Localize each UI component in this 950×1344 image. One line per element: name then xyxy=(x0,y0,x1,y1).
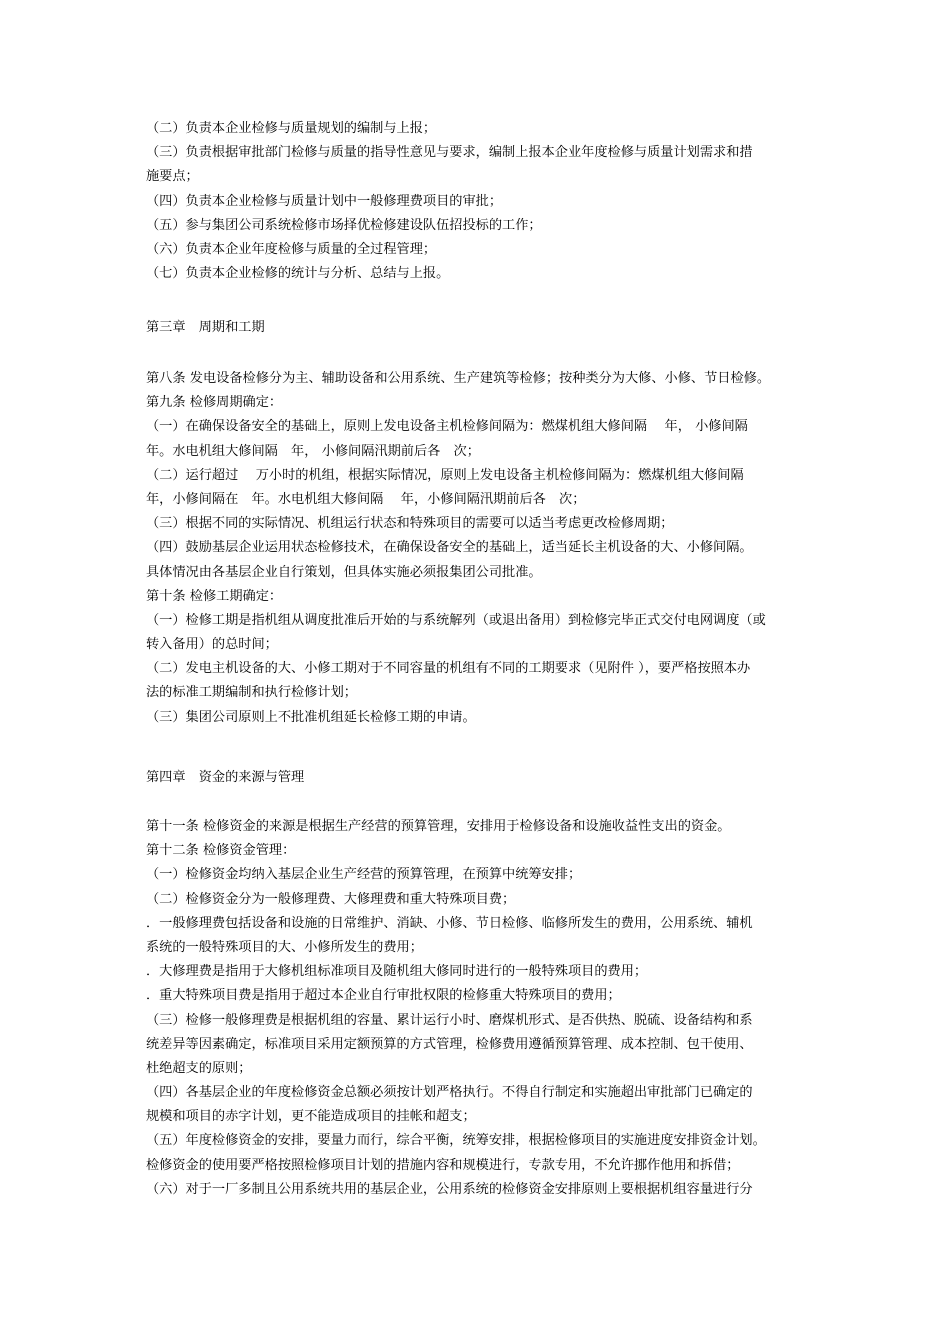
text-line: （四）各基层企业的年度检修资金总额必须按计划严格执行。不得自行制定和实施超出审批部门已确定的 xyxy=(146,1085,753,1101)
text-line: 法的标准工期编制和执行检修计划； xyxy=(146,685,357,701)
text-line: （七）负责本企业检修的统计与分析、总结与上报。 xyxy=(146,266,450,282)
section-responsibilities xyxy=(146,117,826,286)
text-line: 具体情况由各基层企业自行策划，但具体实施必须报集团公司批准。 xyxy=(146,564,542,580)
text-line: 第八条 发电设备检修分为主、辅助设备和公用系统、生产建筑等检修；按种类分为大修、小修、节日检修。 xyxy=(146,371,771,386)
text-line: ．大修理费是指用于大修机组标准项目及随机组大修同时进行的一般特殊项目的费用； xyxy=(146,964,648,980)
text-line: （二）负责本企业检修与质量规划的编制与上报； xyxy=(146,121,437,136)
text-line: 施要点； xyxy=(146,169,199,185)
text-line: （三）负责根据审批部门检修与质量的指导性意见与要求，编制上报本企业年度检修与质量计划需求和措 xyxy=(146,145,753,161)
text-line: 年。水电机组大修间隔 年， 小修间隔汛期前后各 次； xyxy=(146,443,480,459)
text-line: 检修资金的使用要严格按照检修项目计划的措施内容和规模进行，专款专用，不允许挪作他用和拆借； xyxy=(146,1157,740,1173)
text-line: （二）检修资金分为一般修理费、大修理费和重大特殊项目费； xyxy=(146,891,516,907)
text-line: （四）鼓励基层企业运用状态检修技术，在确保设备安全的基础上，适当延长主机设备的大、小修间隔。 xyxy=(146,540,753,556)
text-line: （一）在确保设备安全的基础上，原则上发电设备主机检修间隔为：燃煤机组大修间隔 年， 小修间隔 xyxy=(146,419,748,435)
text-line: （四）负责本企业检修与质量计划中一般修理费项目的审批； xyxy=(146,193,503,209)
text-line: ．一般修理费包括设备和设施的日常维护、消缺、小修、节日检修、临修所发生的费用，公用系统、辅机 xyxy=(146,915,753,931)
text-line: ．重大特殊项目费是指用于超过本企业自行审批权限的检修重大特殊项目的费用； xyxy=(146,988,621,1004)
section-cycle-and-duration xyxy=(146,367,826,730)
text-line: 杜绝超支的原则； xyxy=(146,1060,252,1076)
text-line: 第十一条 检修资金的来源是根据生产经营的预算管理，安排用于检修设备和设施收益性支出的资金。 xyxy=(146,819,731,834)
text-line: （三）检修一般修理费是根据机组的容量、累计运行小时、磨煤机形式、是否供热、脱硫、设备结构和系 xyxy=(146,1012,753,1028)
section-funding xyxy=(146,815,826,1202)
text-line: （一）检修工期是指机组从调度批准后开始的与系统解列（或退出备用）到检修完毕正式交付电网调度（或 xyxy=(146,612,766,628)
text-line: 转入备用）的总时间； xyxy=(146,637,278,653)
text-line: （二）发电主机设备的大、小修工期对于不同容量的机组有不同的工期要求（见附件 ），要严格按照本办 xyxy=(146,661,751,677)
text-line: 第十条 检修工期确定： xyxy=(146,588,283,604)
text-line: （六）负责本企业年度检修与质量的全过程管理； xyxy=(146,241,437,257)
text-line: 规模和项目的赤字计划，更不能造成项目的挂帐和超支； xyxy=(146,1109,476,1125)
chapter-3-heading: 第三章 周期和工期 xyxy=(146,320,265,335)
text-line: （一）检修资金均纳入基层企业生产经营的预算管理，在预算中统筹安排； xyxy=(146,867,582,883)
text-line: （五）年度检修资金的安排，要量力而行，综合平衡，统筹安排，根据检修项目的实施进度安排资金计划。 xyxy=(146,1133,766,1149)
text-line: （五）参与集团公司系统检修市场择优检修建设队伍招投标的工作； xyxy=(146,217,542,233)
text-line: 第十二条 检修资金管理： xyxy=(146,843,296,859)
chapter-4-heading: 第四章 资金的来源与管理 xyxy=(146,770,305,785)
text-line: （六）对于一厂多制且公用系统共用的基层企业，公用系统的检修资金安排原则上要根据机组容量进行分 xyxy=(146,1181,753,1197)
text-line: 系统的一般特殊项目的大、小修所发生的费用； xyxy=(146,939,423,955)
text-line: （二）运行超过 万小时的机组，根据实际情况，原则上发电设备主机检修间隔为：燃煤机组大修间隔 xyxy=(146,467,744,483)
text-line: 年，小修间隔在 年。水电机组大修间隔 年，小修间隔汛期前后各 次； xyxy=(146,491,586,507)
text-line: （三）根据不同的实际情况、机组运行状态和特殊项目的需要可以适当考虑更改检修周期； xyxy=(146,516,674,532)
text-line: 第九条 检修周期确定： xyxy=(146,395,283,411)
text-line: 统差异等因素确定，标准项目采用定额预算的方式管理，检修费用遵循预算管理、成本控制、包干使用、 xyxy=(146,1036,753,1052)
text-line: （三）集团公司原则上不批准机组延长检修工期的申请。 xyxy=(146,709,476,725)
